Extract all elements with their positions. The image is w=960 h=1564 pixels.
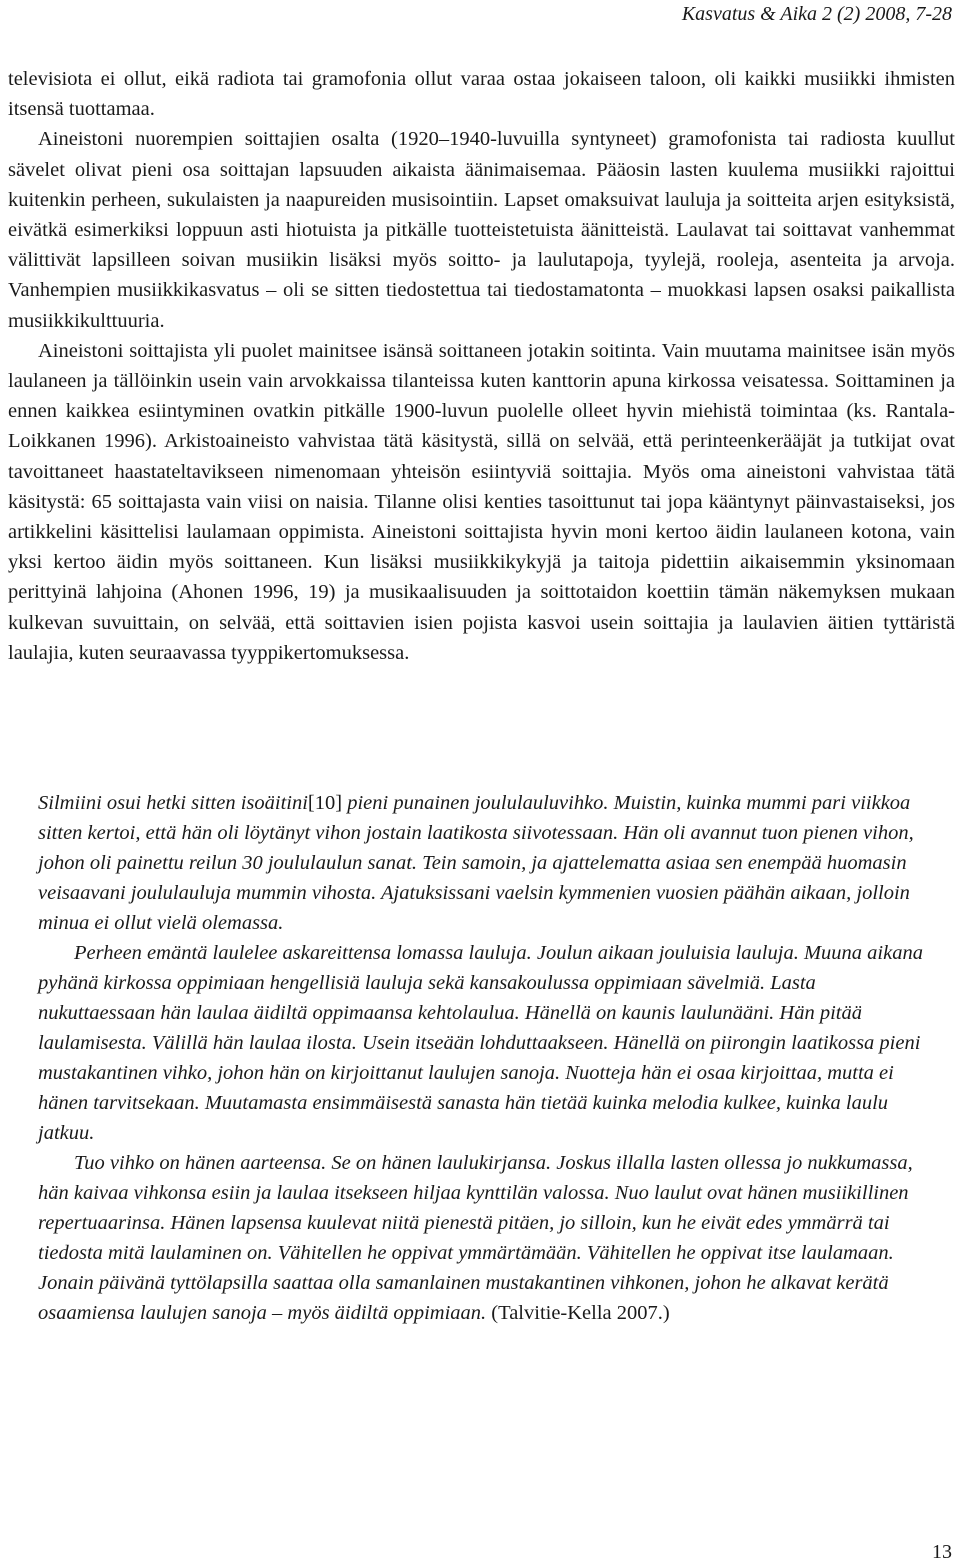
quote-citation: (Talvitie-Kella 2007.) [486, 1302, 670, 1324]
footnote-reference[interactable]: [10] [307, 792, 343, 814]
page-number: 13 [932, 1541, 952, 1563]
block-quote [38, 788, 928, 1328]
body-paragraph: Aineistoni nuorempien soittajien osalta (1920–1940-luvuilla syntyneet) gramofonista tai radiosta kuullut sävelet olivat pieni osa soittajan lapsuuden aikaista äänimaisemaa. Pääosin lasten kuulema musiikki rajoittui kuitenkin perheen, sukulaisten ja naapureiden musisointiin. Lapset omaksuivat lauluja ja soitteita arjen esityksistä, eivätkä esimerkiksi loppuun asti hiotuista ja pitkälle tuotteistetuista äänitteistä. Laulavat tai soittavat vanhemmat välittivät lapsilleen soivan musiikin lisäksi myös soitto- ja laulutapoja, tyylejä, rooleja, asenteita ja arvoja. Vanhempien musiikkikasvatus – oli se sitten tiedostettua tai tiedostamatonta – muokkasi lapsen osaksi paikallista musiikkikulttuuria. [8, 128, 955, 332]
quote-paragraph [38, 1148, 928, 1328]
body-paragraph: televisiota ei ollut, eikä radiota tai gramofonia ollut varaa ostaa jokaiseen taloon, oli kaikki musiikki ihmisten itsensä tuottamaa. [8, 68, 955, 121]
article-body [8, 64, 955, 668]
quote-text: Tuo vihko on hänen aarteensa. Se on hänen laulukirjansa. Joskus illalla lasten ollessa jo nukkumassa, hän kaivaa vihkonsa esiin ja laulaa itsekseen hiljaa kynttilän valossa. Nuo laulut ovat hänen musiikillinen repertuaarinsa. Hänen lapsensa kuulevat niitä pienestä pitäen, jo silloin, kun he eivät edes ymmärrä tai tiedosta mitä laulaminen on. Vähitellen he oppivat ymmärtämään. Vähitellen he oppivat itse laulamaan. Jonain päivänä tyttölapsilla saattaa olla samanlainen mustakantinen vihkonen, johon he alkavat kerätä osaamiensa laulujen sanoja – myös äidiltä oppimiaan. [38, 1152, 913, 1324]
body-paragraph: Aineistoni soittajista yli puolet mainitsee isänsä soittaneen jotakin soitinta. Vain muutama mainitsee isän myös laulaneen ja tällöinkin usein vain arvokkaissa tilanteissa kuten kanttorin apuna kirkossa veisatessa. Soittaminen ja ennen kaikkea esiintyminen ovatkin pitkälle 1900-luvun puolelle olleet hyvin miehistä toimintaa (ks. Rantala-Loikkanen 1996). Arkistoaineisto vahvistaa tätä käsitystä, sillä on selvää, että perinteenkerääjät ja tutkijat ovat tavoittaneet haastateltavikseen nimenomaan yhteisön esiintyviä soittajia. Myös oma aineistoni vahvistaa tätä käsitystä: 65 soittajasta vain viisi on naisia. Tilanne olisi kenties tasoittunut tai jopa kääntynyt päinvastaiseksi, jos artikkelini käsittelisi laulamaan oppimista. Aineistoni soittajista hyvin moni kertoo äidin laulaneen kotona, vain yksi kertoo äidin myös soittaneen. Kun lisäksi musiikkikykyjä ja taitoja pidettiin aikaisemmin yksinomaan perittyinä lahjoina (Ahonen 1996, 19) ja musikaalisuuden ja soittotaidon koettiin tämän näkemyksen mukaan kulkevan suvuittain, on selvää, että soittavien isien pojista kasvoi usein soittajia ja laulavien äitien tyttäristä laulajia, kuten seuraavassa tyyppikertomuksessa. [8, 339, 955, 664]
quote-paragraph [38, 788, 928, 938]
quote-text: Silmiini osui hetki sitten isoäitini [38, 792, 308, 814]
quote-text: pieni punainen joululauluvihko. Muistin, kuinka mummi pari viikkoa sitten kertoi, että hän oli löytänyt vihon jostain laatikosta siivotessaan. Hän oli avannut tuon pienen vihon, johon oli painettu reilun 30 joululaulun sanat. Tein samoin, ja ajattelematta asiaa sen enempää huomasin veisaavani joululauluja mummin vihosta. Ajatuksissani vaelsin kymmenien vuosien päähän aikaan, jolloin minua ei ollut vielä olemassa. [38, 792, 914, 934]
quote-paragraph: Perheen emäntä laulelee askareittensa lomassa lauluja. Joulun aikaan jouluisia lauluja. Muuna aikana pyhänä kirkossa oppimiaan hengellisiä lauluja sekä kansakoulussa oppimiaan sävelmiä. Lasta nukuttaessaan hän laulaa äidiltä oppimaansa kehtolaulua. Hänellä on kaunis laulunääni. Hän pitää laulamisesta. Välillä hän laulaa ilosta. Usein itseään lohduttaakseen. Hänellä on piirongin laatikossa pieni mustakantinen vihko, johon hän on kirjoittanut laulujen sanoja. Nuotteja hän ei osaa kirjoittaa, mutta ei hänen tarvitsekaan. Muutamasta ensimmäisestä sanasta hän tietää kuinka melodia kulkee, kuinka laulu jatkuu. [38, 942, 923, 1144]
running-header: Kasvatus & Aika 2 (2) 2008, 7-28 [681, 3, 952, 25]
